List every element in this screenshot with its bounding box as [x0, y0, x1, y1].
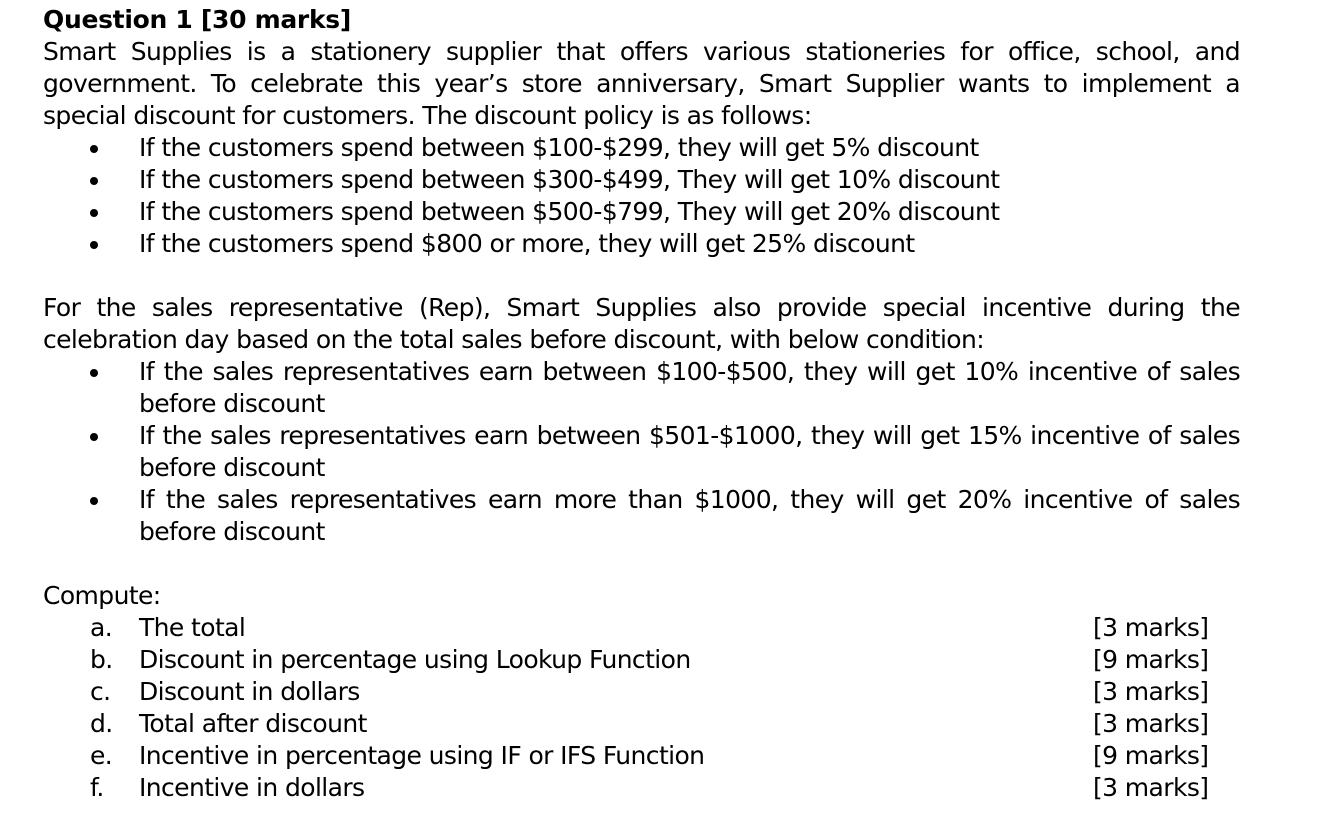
compute-item-letter: e.: [90, 741, 113, 770]
bullet-icon: [90, 241, 98, 249]
discount-policy-text: If the customers spend between $500-$799, They will get 20% discount: [139, 197, 1000, 226]
discount-policy-list: [43, 132, 1240, 260]
intro-paragraph: Smart Supplies is a stationery supplier that offers various stationeries for office, school, and government. To celebrate this year’s store anniversary, Smart Supplier wants to implement a special discount for customers. The discount policy is as follows:: [43, 37, 1240, 130]
compute-item-letter: d.: [90, 709, 113, 738]
incentive-policy-text: If the sales representatives earn between $501-$1000, they will get 15% incentive of sales before discount: [139, 421, 1240, 482]
compute-item-marks: [3 marks]: [1093, 709, 1209, 738]
compute-item-text: Discount in percentage using Lookup Function: [139, 645, 691, 674]
compute-item: [43, 676, 1240, 708]
compute-item-text: Incentive in dollars: [139, 773, 365, 802]
compute-item: [43, 772, 1240, 804]
compute-item: [43, 740, 1240, 772]
compute-item-text: The total: [139, 613, 246, 642]
bullet-icon: [90, 433, 98, 441]
bullet-icon: [90, 209, 98, 217]
compute-item-marks: [3 marks]: [1093, 613, 1209, 642]
compute-item-text: Incentive in percentage using IF or IFS Function: [139, 741, 705, 770]
discount-policy-text: If the customers spend between $100-$299, they will get 5% discount: [139, 133, 979, 162]
discount-policy-item: [43, 164, 1240, 196]
bullet-icon: [90, 145, 98, 153]
incentive-policy-text: If the sales representatives earn more than $1000, they will get 20% incentive of sales before discount: [139, 485, 1240, 546]
incentive-policy-item: [43, 484, 1240, 548]
compute-list: [43, 612, 1240, 804]
discount-policy-item: [43, 196, 1240, 228]
compute-label: Compute:: [43, 581, 161, 610]
compute-item-letter: a.: [90, 613, 113, 642]
spacer: [43, 260, 1240, 292]
compute-item-marks: [9 marks]: [1093, 645, 1209, 674]
spacer: [43, 548, 1240, 580]
compute-item: [43, 708, 1240, 740]
discount-policy-item: [43, 228, 1240, 260]
compute-item-letter: c.: [90, 677, 111, 706]
compute-item-letter: f.: [90, 773, 104, 802]
incentive-policy-item: [43, 356, 1240, 420]
incentive-policy-list: [43, 356, 1240, 548]
bullet-icon: [90, 369, 98, 377]
discount-policy-item: [43, 132, 1240, 164]
compute-item-marks: [3 marks]: [1093, 677, 1209, 706]
compute-item-marks: [3 marks]: [1093, 773, 1209, 802]
compute-item: [43, 644, 1240, 676]
compute-item-letter: b.: [90, 645, 113, 674]
compute-item-text: Discount in dollars: [139, 677, 360, 706]
bullet-icon: [90, 177, 98, 185]
compute-item-text: Total after discount: [139, 709, 367, 738]
discount-policy-text: If the customers spend between $300-$499, They will get 10% discount: [139, 165, 1000, 194]
bullet-icon: [90, 497, 98, 505]
incentive-policy-item: [43, 420, 1240, 484]
compute-item-marks: [9 marks]: [1093, 741, 1209, 770]
question-title: Question 1 [30 marks]: [43, 5, 351, 34]
incentive-intro-paragraph: For the sales representative (Rep), Smart Supplies also provide special incentive during the celebration day based on the total sales before discount, with below condition:: [43, 293, 1240, 354]
incentive-policy-text: If the sales representatives earn between $100-$500, they will get 10% incentive of sales before discount: [139, 357, 1240, 418]
discount-policy-text: If the customers spend $800 or more, they will get 25% discount: [139, 229, 915, 258]
compute-item: [43, 612, 1240, 644]
